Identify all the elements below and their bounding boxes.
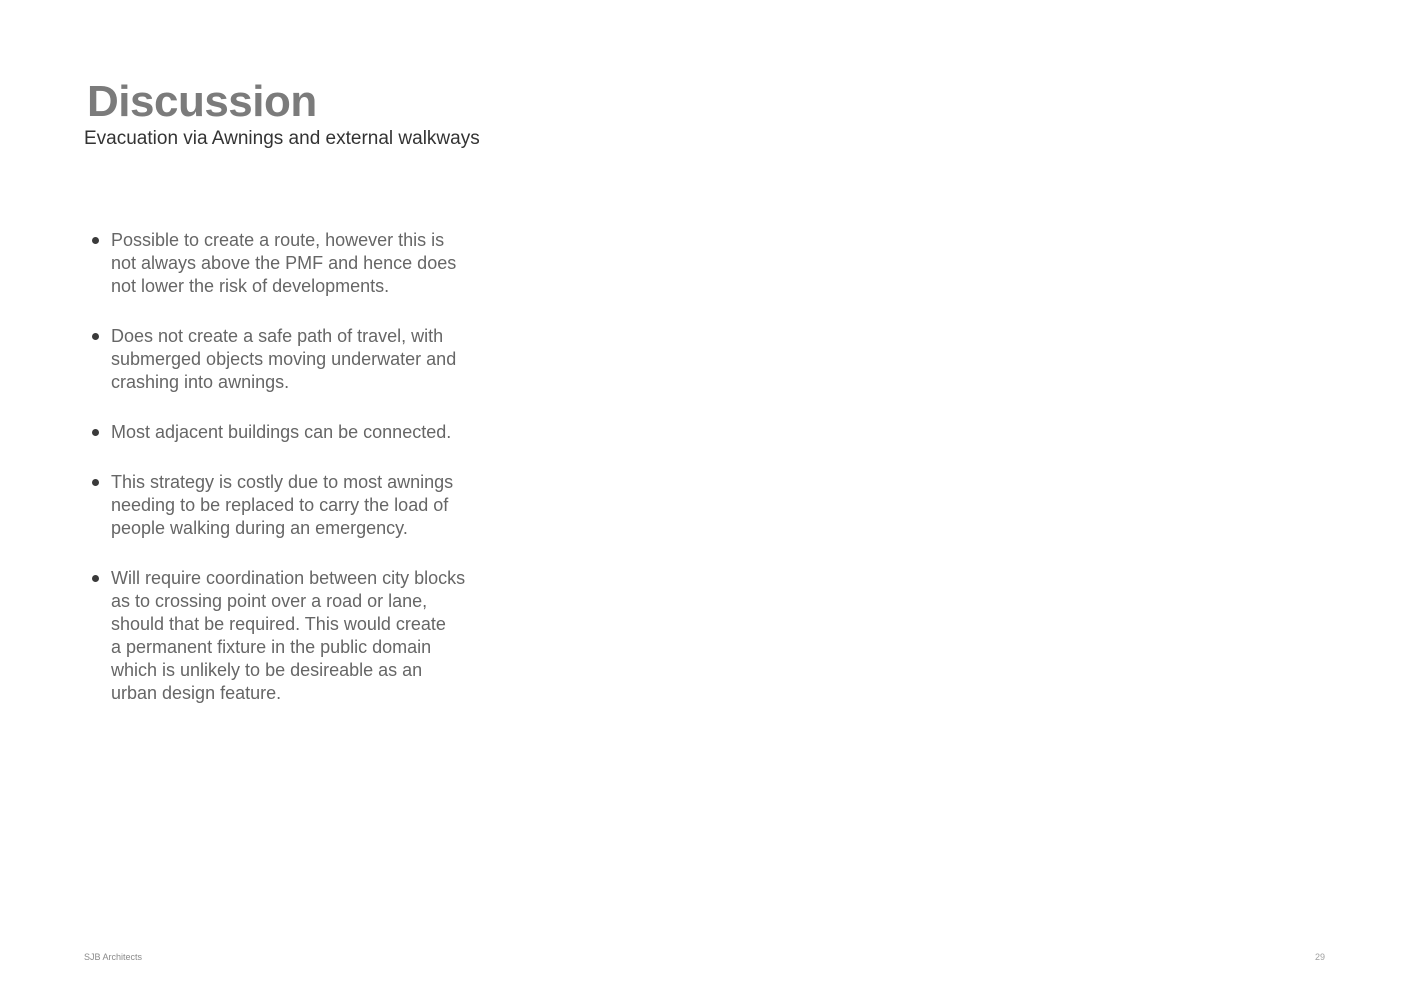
footer-page-number: 29	[1314, 952, 1325, 962]
bullet-item: Possible to create a route, however this is not always above the PMF and hence does not lower the risk of developments.	[88, 229, 488, 298]
discussion-bullet-list	[88, 229, 488, 732]
bullet-item: This strategy is costly due to most awnings needing to be replaced to carry the load of people walking during an emergency.	[88, 471, 488, 540]
page-subtitle: Evacuation via Awnings and external walkways	[84, 128, 480, 149]
footer-company: SJB Architects	[84, 952, 143, 962]
page-title: Discussion	[87, 77, 317, 126]
bullet-item: Most adjacent buildings can be connected.	[88, 421, 488, 444]
bullet-item: Does not create a safe path of travel, with submerged objects moving underwater and crashing into awnings.	[88, 325, 488, 394]
bullet-item: Will require coordination between city blocks as to crossing point over a road or lane, should that be required. This would create a permanent fixture in the public domain which is unlikely to be desireable as an urban design feature.	[88, 567, 488, 705]
